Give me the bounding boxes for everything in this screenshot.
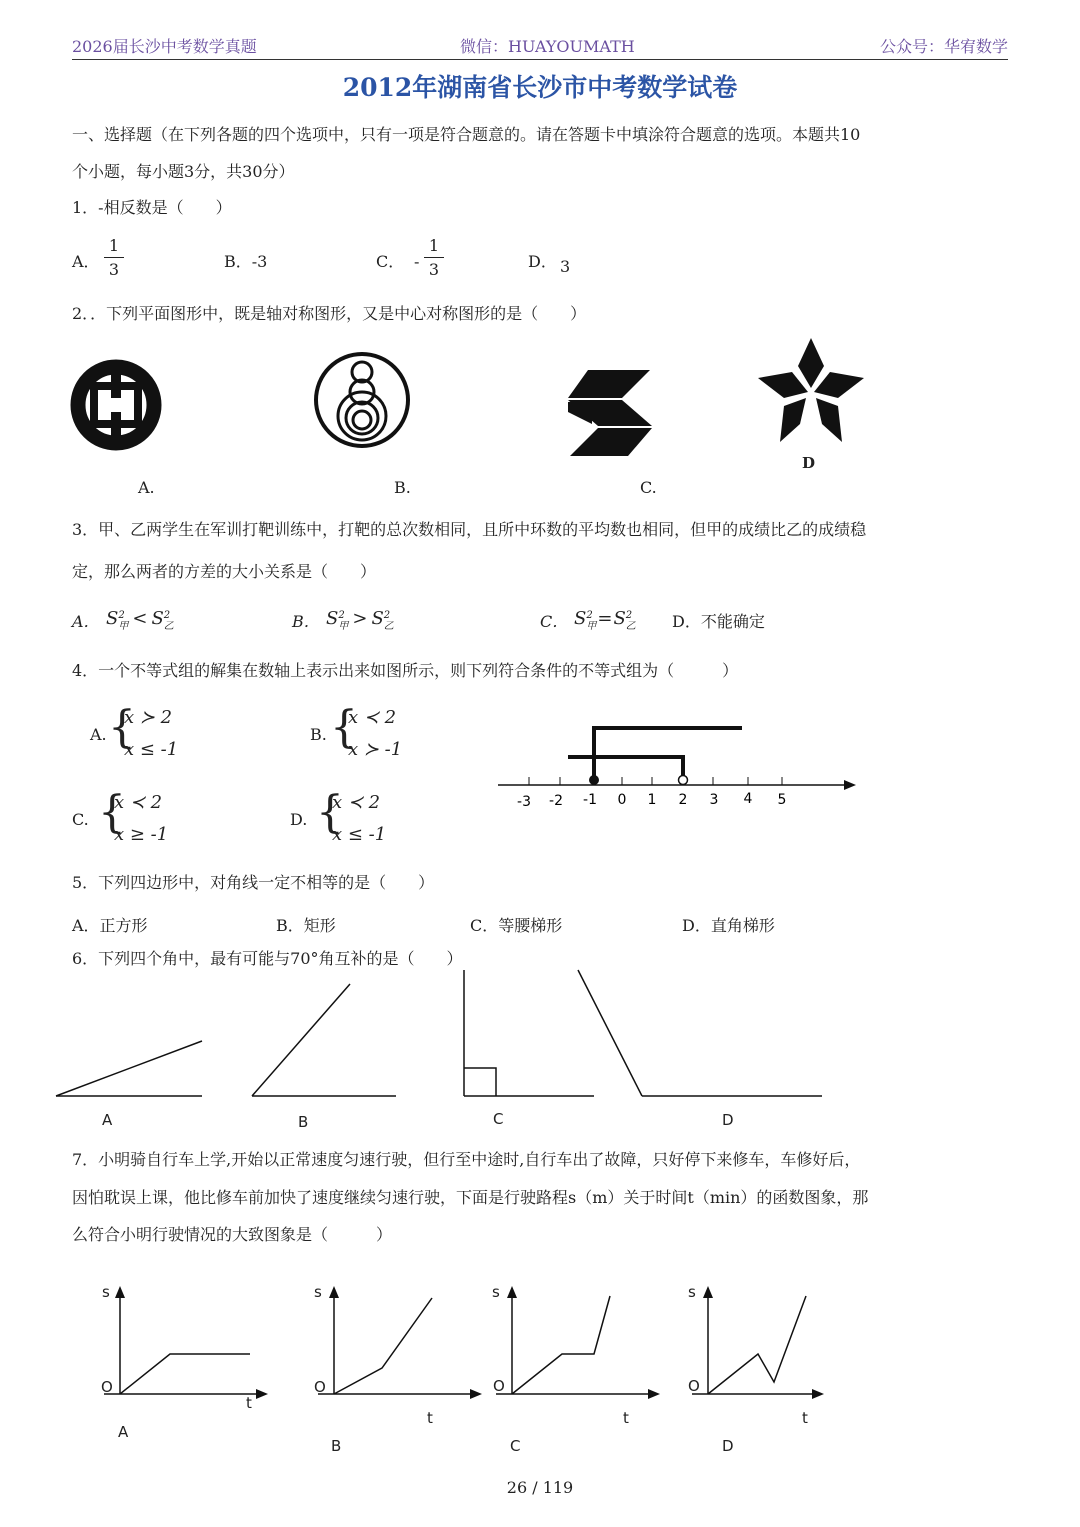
q4-a-line-2: x ≤ -1 bbox=[124, 739, 179, 760]
q1-d-label: D． bbox=[528, 252, 557, 271]
q7-label-b: B bbox=[331, 1437, 342, 1455]
q1-a-numerator: 1 bbox=[108, 236, 120, 255]
q3-b-sub2: 乙 bbox=[383, 621, 394, 632]
q4-tick-label: 5 bbox=[777, 792, 787, 808]
q6-right-angle-mark bbox=[464, 1068, 496, 1096]
q3-c-sq1: 2 bbox=[586, 610, 593, 621]
q4-c-brace: { bbox=[98, 787, 126, 838]
header-right: 公众号：华宥数学 bbox=[879, 37, 1008, 56]
q7-d-t-label: t bbox=[802, 1409, 808, 1427]
q4-tick-label: 1 bbox=[647, 792, 657, 808]
q3-line-2: 定，那么两者的方差的大小关系是（ ） bbox=[72, 562, 377, 581]
q7-line-3: 么符合小明行驶情况的大致图象是（ ） bbox=[72, 1225, 393, 1244]
q3-c-label: C． bbox=[540, 612, 569, 631]
q4-c-line-2: x ≥ -1 bbox=[114, 824, 169, 845]
q6-stem: 6．下列四个角中，最有可能与70°角互补的是（ ） bbox=[72, 949, 463, 968]
q4-b-brace: { bbox=[330, 702, 358, 753]
q3-b-op: > bbox=[352, 608, 368, 629]
q6-label-c: C bbox=[493, 1110, 504, 1128]
q4-c-label: C. bbox=[72, 810, 89, 829]
q4-tick-label: 4 bbox=[743, 791, 753, 807]
q4-stem: 4．一个不等式组的解集在数轴上表示出来如图所示，则下列符合条件的不等式组为（ ） bbox=[72, 661, 739, 680]
q6-angle-b-ray bbox=[252, 984, 350, 1096]
q7-c-o-label: O bbox=[493, 1377, 505, 1395]
q3-b-label: B． bbox=[292, 612, 320, 631]
q3-a-sub2: 乙 bbox=[163, 621, 174, 632]
q1-stem: 1．-相反数是（ ） bbox=[72, 198, 232, 217]
q4-tick-label: -1 bbox=[583, 792, 597, 808]
q4-b-line-2: x ≻ -1 bbox=[348, 739, 403, 760]
q7-b-t-label: t bbox=[427, 1409, 433, 1427]
q3-c-sub2: 乙 bbox=[625, 621, 636, 632]
q3-c-sq2: 2 bbox=[625, 610, 633, 621]
q1-c-numerator: 1 bbox=[428, 236, 440, 255]
q3-b-sq2: 2 bbox=[383, 610, 391, 621]
q3-a-s1: S bbox=[106, 608, 119, 629]
q1-a-denominator: 3 bbox=[108, 260, 120, 279]
q4-b-label: B. bbox=[310, 725, 327, 744]
q1-c-denominator: 3 bbox=[428, 260, 440, 279]
q7-b-curve bbox=[334, 1298, 432, 1394]
q1-a-label: A． bbox=[72, 252, 100, 271]
q3-line-1: 3．甲、乙两学生在军训打靶训练中，打靶的总次数相同，且所中环数的平均数也相同，但甲的成绩比乙的成绩稳 bbox=[72, 520, 867, 539]
q1-c-sign: - bbox=[414, 252, 420, 271]
q4-tick-label: 3 bbox=[709, 792, 719, 808]
q2-stem: 2．．下列平面图形中，既是轴对称图形，又是中心对称图形的是（ ） bbox=[72, 304, 587, 323]
q4-d-line-1: x ≺ 2 bbox=[332, 792, 381, 813]
q7-d-o-label: O bbox=[688, 1377, 700, 1395]
page-number: 26 / 119 bbox=[506, 1478, 574, 1497]
page-title: 2012年湖南省长沙市中考数学试卷 bbox=[342, 73, 738, 102]
q7-b-s-label: s bbox=[314, 1283, 322, 1301]
q7-d-s-label: s bbox=[688, 1283, 696, 1301]
q7-a-curve bbox=[120, 1354, 250, 1394]
q6-angle-a-ray bbox=[56, 1041, 202, 1096]
q3-a-label: A． bbox=[72, 612, 100, 631]
q4-tick-label: 0 bbox=[617, 792, 627, 808]
q6-angle-d-ray bbox=[578, 970, 642, 1096]
q3-c-s1: S bbox=[574, 608, 587, 629]
q4-tick-label: -3 bbox=[517, 794, 531, 810]
q7-b-o-label: O bbox=[314, 1378, 326, 1396]
q4-d-line-2: x ≤ -1 bbox=[332, 824, 387, 845]
q7-a-t-label: t bbox=[246, 1394, 252, 1412]
q4-c-line-1: x ≺ 2 bbox=[114, 792, 163, 813]
q4-a-line-1: x ≻ 2 bbox=[124, 707, 173, 728]
q7-c-curve bbox=[512, 1296, 610, 1394]
q7-graph-c bbox=[488, 1282, 668, 1412]
q3-a-s2: S bbox=[151, 608, 164, 629]
q4-tick-label: -2 bbox=[549, 793, 563, 809]
q3-c-sub1: 甲 bbox=[586, 621, 597, 632]
q7-c-s-label: s bbox=[492, 1283, 500, 1301]
q7-a-s-label: s bbox=[102, 1283, 110, 1301]
q7-a-o-label: O bbox=[101, 1378, 113, 1396]
q7-graph-d bbox=[684, 1282, 864, 1412]
q4-a-brace: { bbox=[108, 702, 136, 753]
section-line-1: 一、选择题（在下列各题的四个选项中，只有一项是符合题意的。请在答题卡中填涂符合题意的选项。本题共10 bbox=[72, 125, 861, 144]
q7-graph-b bbox=[310, 1282, 490, 1412]
q1-c-label: C． bbox=[376, 252, 405, 271]
q6-label-a: A bbox=[102, 1111, 113, 1129]
q7-label-d: D bbox=[722, 1437, 734, 1455]
q3-c-op: = bbox=[597, 608, 613, 629]
q3-b-s2: S bbox=[371, 608, 384, 629]
header-center: 微信：HUAYOUMATH bbox=[460, 37, 635, 56]
q7-c-t-label: t bbox=[623, 1409, 629, 1427]
q3-a-op: < bbox=[132, 608, 148, 629]
q4-d-label: D. bbox=[290, 810, 308, 829]
q5-stem: 5．下列四边形中，对角线一定不相等的是（ ） bbox=[72, 873, 435, 892]
q3-c-s2: S bbox=[613, 608, 626, 629]
q2-option-c-label: C. bbox=[640, 478, 657, 497]
q7-label-c: C bbox=[510, 1437, 521, 1455]
q2-option-a-label: A. bbox=[138, 478, 155, 497]
q3-a-sq1: 2 bbox=[118, 610, 125, 621]
q3-d: D．不能确定 bbox=[672, 612, 765, 631]
q6-label-b: B bbox=[298, 1113, 309, 1131]
q5-option-b: B．矩形 bbox=[276, 916, 336, 935]
q7-label-a: A bbox=[118, 1423, 129, 1441]
q5-option-a: A．正方形 bbox=[72, 916, 148, 935]
q7-graph-a bbox=[96, 1282, 276, 1412]
q3-a-sub1: 甲 bbox=[118, 621, 129, 632]
q3-a-sq2: 2 bbox=[163, 610, 171, 621]
q2-option-d-label: D bbox=[802, 454, 816, 472]
q4-tick-label: 2 bbox=[678, 792, 688, 808]
q3-b-sq1: 2 bbox=[338, 610, 345, 621]
q4-a-label: A. bbox=[90, 725, 107, 744]
section-line-2: 个小题，每小题3分，共30分） bbox=[72, 162, 295, 181]
q2-option-b-label: B. bbox=[394, 478, 411, 497]
q5-option-c: C．等腰梯形 bbox=[470, 916, 563, 935]
q5-option-d: D．直角梯形 bbox=[682, 916, 775, 935]
header-left: 2026届长沙中考数学真题 bbox=[72, 37, 257, 56]
q1-d-value: 3 bbox=[560, 257, 571, 276]
q7-line-1: 7．小明骑自行车上学,开始以正常速度匀速行驶，但行至中途时,自行车出了故障，只好停下来修车，车修好后， bbox=[72, 1150, 861, 1169]
q7-d-curve bbox=[708, 1296, 806, 1394]
q6-label-d: D bbox=[722, 1111, 734, 1129]
q4-d-brace: { bbox=[316, 787, 344, 838]
q3-b-sub1: 甲 bbox=[338, 621, 349, 632]
q1-b: B．-3 bbox=[224, 252, 268, 271]
q4-b-line-1: x ≺ 2 bbox=[348, 707, 397, 728]
q3-b-s1: S bbox=[326, 608, 339, 629]
q7-line-2: 因怕耽误上课，他比修车前加快了速度继续匀速行驶，下面是行驶路程s（m）关于时间t（min）的函数图象，那 bbox=[72, 1188, 869, 1207]
